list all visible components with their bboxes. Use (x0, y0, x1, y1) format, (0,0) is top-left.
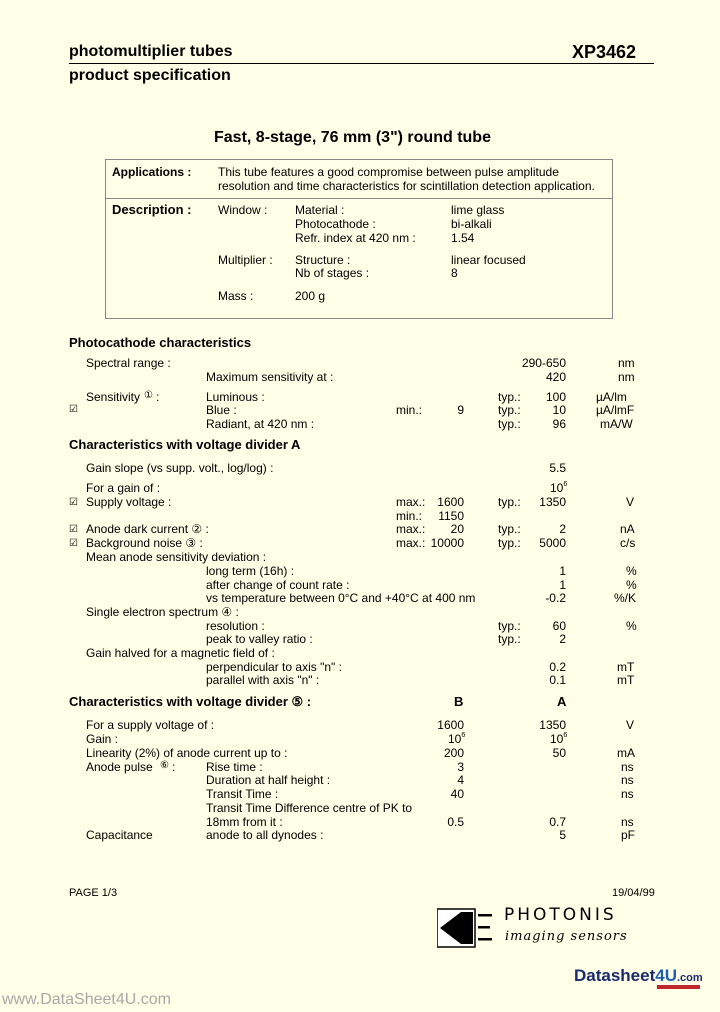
dark-max-value: 20 (450, 522, 464, 536)
capacitance-unit: pF (621, 828, 636, 842)
spectral-label: Spectral range : (86, 356, 171, 370)
anode-pulse-colon: : (172, 760, 176, 774)
header-rule (69, 63, 654, 64)
photonis-logo-name: PHOTONIS (504, 905, 617, 925)
document-date: 19/04/99 (612, 887, 655, 899)
gain-slope-value: 5.5 (549, 461, 566, 475)
window-label: Window : (218, 203, 268, 217)
ttd-unit: ns (621, 815, 634, 829)
gain-a-exponent: 6 (563, 732, 568, 739)
for-gain-value (550, 481, 567, 495)
linearity-a: 50 (552, 746, 566, 760)
description-label: Description : (112, 202, 192, 217)
long-term-label: long term (16h) : (206, 564, 295, 578)
gain-b (448, 732, 465, 746)
structure-label: Structure : (295, 253, 351, 267)
ds-logo-part-b: 4U (655, 966, 677, 985)
watermark-link[interactable]: www.DataSheet4U.com (2, 991, 171, 1008)
photonis-logo-icon (437, 908, 497, 951)
blue-unit: µA/lmF (596, 403, 635, 417)
for-gain-base: 10 (550, 481, 564, 495)
parallel-unit: mT (617, 673, 635, 687)
gain-a (550, 732, 567, 746)
supply-max: max.: (396, 495, 426, 509)
gain-a-base: 10 (550, 732, 564, 746)
luminous-value: 100 (545, 390, 566, 404)
maxsens-label: Maximum sensitivity at : (206, 370, 334, 384)
applications-text-2: resolution and time characteristics for scintillation detection application. (218, 179, 595, 193)
transit-time-unit: ns (621, 787, 634, 801)
ttd-label-2: 18mm from it : (206, 815, 283, 829)
gain-slope-label: Gain slope (vs supp. volt., log/log) : (86, 461, 274, 475)
after-change-unit: % (626, 578, 637, 592)
material-label: Material : (295, 203, 345, 217)
supply-min-value: 1150 (438, 509, 464, 523)
structure-value: linear focused (451, 253, 526, 267)
blue-value: 10 (552, 403, 566, 417)
material-value: lime glass (451, 203, 505, 217)
datasheet4u-logo (574, 966, 703, 986)
applications-text-1: This tube features a good compromise between pulse amplitude (218, 165, 559, 179)
for-gain-label: For a gain of : (86, 481, 161, 495)
supply-max-value: 1600 (437, 495, 464, 509)
duration-unit: ns (621, 773, 634, 787)
long-term-unit: % (626, 564, 637, 578)
dark-typ: typ.: (498, 522, 521, 536)
capacitance-label: Capacitance (86, 828, 153, 842)
supply-a: 1350 (539, 718, 566, 732)
dark-unit: nA (620, 522, 635, 536)
supply-unit: V (626, 495, 635, 509)
gain-label: Gain : (86, 732, 119, 746)
radiant-label: Radiant, at 420 nm : (206, 417, 315, 431)
supply-b: 1600 (437, 718, 464, 732)
peak-valley-label: peak to valley ratio : (206, 632, 313, 646)
refr-value: 1.54 (451, 231, 475, 245)
bg-value: 5000 (539, 536, 566, 550)
transit-time-b: 40 (450, 787, 464, 801)
ttd-b: 0.5 (447, 815, 464, 829)
spectral-value: 290-650 (521, 356, 566, 370)
resolution-typ: typ.: (498, 619, 521, 633)
box-divider (106, 198, 612, 199)
title-line2: product specification (69, 67, 231, 84)
rise-time-b: 3 (457, 760, 464, 774)
photocathode-heading: Photocathode characteristics (69, 335, 252, 350)
photonis-logo-tagline: imaging sensors (505, 929, 628, 944)
supply-unit-v: V (626, 718, 635, 732)
after-change-value: 1 (559, 578, 566, 592)
stages-value: 8 (451, 266, 458, 280)
radiant-unit: mA/W (600, 417, 633, 431)
supply-min: min.: (396, 509, 423, 523)
checkbox-icon: ☑ (69, 404, 78, 415)
ds-logo-part-c: .com (677, 972, 703, 984)
luminous-label: Luminous : (206, 390, 265, 404)
luminous-typ: typ.: (498, 390, 521, 404)
stages-label: Nb of stages : (295, 266, 370, 280)
blue-min-value: 9 (457, 403, 464, 417)
transit-time-label: Transit Time : (206, 787, 279, 801)
capacitance-a: 5 (559, 828, 566, 842)
gain-b-base: 10 (448, 732, 462, 746)
blue-typ: typ.: (498, 403, 521, 417)
for-gain-exponent: 6 (563, 481, 568, 488)
resolution-label: resolution : (206, 619, 265, 633)
bg-typ: typ.: (498, 536, 521, 550)
parallel-label: parallel with axis "n" : (206, 673, 320, 687)
supply-voltage-label: Supply voltage : (86, 495, 172, 509)
refr-label: Refr. index at 420 nm : (295, 231, 416, 245)
duration-label: Duration at half height : (206, 773, 331, 787)
peak-valley-typ: typ.: (498, 632, 521, 646)
supply-value: 1350 (539, 495, 566, 509)
supply-voltage-of-label: For a supply voltage of : (86, 718, 215, 732)
mass-value: 200 g (295, 289, 326, 303)
perpendicular-value: 0.2 (549, 660, 566, 674)
bg-max-value: 10000 (430, 536, 464, 550)
duration-b: 4 (457, 773, 464, 787)
supply-typ: typ.: (498, 495, 521, 509)
after-change-label: after change of count rate : (206, 578, 350, 592)
parallel-value: 0.1 (549, 673, 566, 687)
ds-logo-part-a: Datasheet (574, 966, 656, 985)
blue-min: min.: (396, 403, 423, 417)
maxsens-unit: nm (618, 370, 635, 384)
checkbox-icon: ☑ (69, 497, 78, 508)
divider-a-heading: Characteristics with voltage divider A (69, 437, 301, 452)
ds-logo-bar (657, 985, 700, 989)
checkbox-icon: ☑ (69, 538, 78, 549)
dark-current-label: Anode dark current ② : (86, 522, 209, 536)
single-electron-label: Single electron spectrum ④ : (86, 605, 239, 619)
perpendicular-unit: mT (617, 660, 635, 674)
anode-pulse-note-marker: ⑥ (160, 760, 169, 771)
applications-label: Applications : (112, 165, 192, 179)
background-noise-label: Background noise ③ : (86, 536, 203, 550)
ttd-a: 0.7 (549, 815, 566, 829)
sensitivity-colon: : (156, 390, 160, 404)
ttd-label-1: Transit Time Difference centre of PK to (206, 801, 413, 815)
photocathode-label: Photocathode : (295, 217, 376, 231)
dark-max: max.: (396, 522, 426, 536)
resolution-unit: % (626, 619, 637, 633)
checkbox-icon: ☑ (69, 524, 78, 535)
column-b-header: B (454, 694, 464, 709)
dark-value: 2 (559, 522, 566, 536)
radiant-value: 96 (552, 417, 566, 431)
blue-label: Blue : (206, 403, 237, 417)
vs-temperature-unit: %/K (614, 591, 637, 605)
peak-valley-value: 2 (559, 632, 566, 646)
linearity-b: 200 (443, 746, 464, 760)
spectral-unit: nm (618, 356, 635, 370)
rise-time-label: Rise time : (206, 760, 263, 774)
vs-temperature-value: -0.2 (545, 591, 566, 605)
luminous-unit: µA/lm (596, 390, 627, 404)
rise-time-unit: ns (621, 760, 634, 774)
divider-5-heading: Characteristics with voltage divider ⑤ : (69, 694, 312, 709)
gain-b-exponent: 6 (461, 732, 466, 739)
sensitivity-label: Sensitivity (86, 390, 141, 404)
resolution-value: 60 (552, 619, 566, 633)
sensitivity-note-marker: ① (144, 390, 153, 401)
mass-label: Mass : (218, 289, 254, 303)
photocathode-value: bi-alkali (451, 217, 492, 231)
page-subtitle: Fast, 8-stage, 76 mm (3") round tube (214, 129, 491, 146)
long-term-value: 1 (559, 564, 566, 578)
vs-temperature-label: vs temperature between 0°C and +40°C at 400 nm (206, 591, 476, 605)
linearity-label: Linearity (2%) of anode current up to : (86, 746, 288, 760)
column-a-header: A (557, 694, 567, 709)
radiant-typ: typ.: (498, 417, 521, 431)
multiplier-label: Multiplier : (218, 253, 273, 267)
bg-unit: c/s (620, 536, 636, 550)
capacitance-sub-label: anode to all dynodes : (206, 828, 324, 842)
anode-pulse-label: Anode pulse (86, 760, 153, 774)
maxsens-value: 420 (545, 370, 566, 384)
perpendicular-label: perpendicular to axis "n" : (206, 660, 342, 674)
page-number: PAGE 1/3 (69, 887, 118, 899)
model-number: XP3462 (572, 42, 637, 62)
bg-max: max.: (396, 536, 426, 550)
mean-deviation-label: Mean anode sensitivity deviation : (86, 550, 267, 564)
gain-halved-label: Gain halved for a magnetic field of : (86, 646, 275, 660)
title-line1: photomultiplier tubes (69, 43, 233, 60)
linearity-unit: mA (617, 746, 635, 760)
